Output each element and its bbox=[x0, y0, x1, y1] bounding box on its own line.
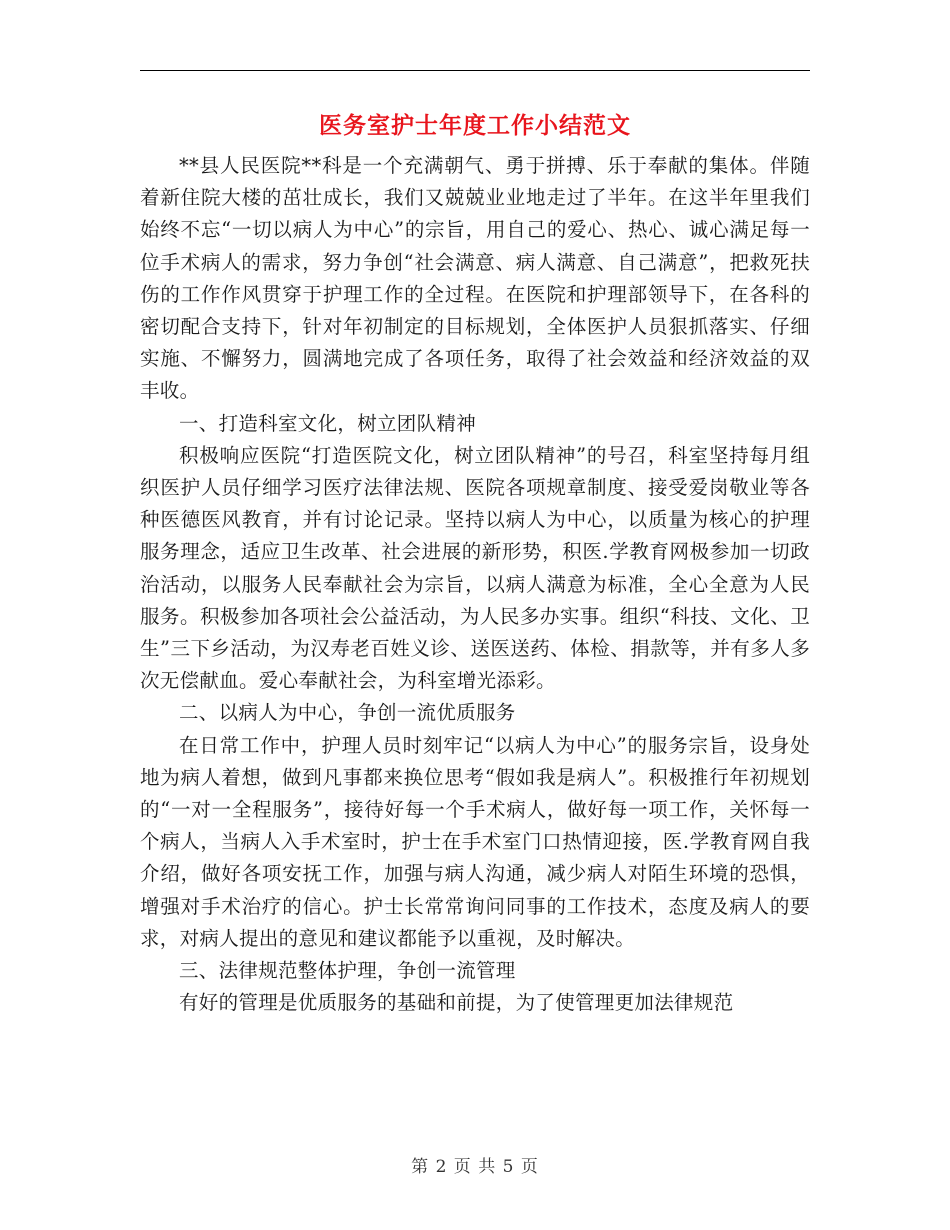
paragraph-section-2: 在日常工作中，护理人员时刻牢记“以病人为中心”的服务宗旨，设身处地为病人着想，做到凡事都来换位思考“假如我是病人”。积极推行年初规划的“一对一全程服务”，接待好每一个手术病人，做好每一项工作，关怀每一个病人，当病人入手术室时，护士在手术室门口热情迎接，医.学教育网自我介绍，做好各项安抚工作，加强与病人沟通，减少病人对陌生环境的恐惧，增强对手术治疗的信心。护士长常常询问同事的工作技术，态度及病人的要求，对病人提出的意见和建议都能予以重视，及时解决。 bbox=[140, 733, 810, 950]
document-title: 医务室护士年度工作小结范文 bbox=[319, 113, 631, 139]
paragraph-section-3: 有好的管理是优质服务的基础和前提，为了使管理更加法律规范 bbox=[179, 991, 734, 1015]
paragraph-section-1: 积极响应医院“打造医院文化，树立团队精神”的号召，科室坚持每月组织医护人员仔细学习医疗法律法规、医院各项规章制度、接受爱岗敬业等各种医德医风教育，并有讨论记录。坚持以病人为中心，以质量为核心的护理服务理念，适应卫生改革、社会进展的新形势，积医.学教育网极参加一切政治活动，以服务人民奉献社会为宗旨，以病人满意为标准，全心全意为人民服务。积极参加各项社会公益活动，为人民多办实事。组织“科技、文化、卫生”三下乡活动，为汉寿老百姓义诊、送医送药、体检、捐款等，并有多人多次无偿献血。爱心奉献社会，为科室增光添彩。 bbox=[140, 443, 810, 693]
document-body bbox=[140, 150, 810, 1019]
section-heading-2: 二、以病人为中心，争创一流优质服务 bbox=[179, 701, 516, 725]
section-heading-1: 一、打造科室文化，树立团队精神 bbox=[179, 411, 477, 435]
paragraph-intro: **县人民医院**科是一个充满朝气、勇于拼搏、乐于奉献的集体。伴随着新住院大楼的茁壮成长，我们又兢兢业业地走过了半年。在这半年里我们始终不忘“一切以病人为中心”的宗旨，用自己的爱心、热心、诚心满足每一位手术病人的需求，努力争创“社会满意、病人满意、自己满意”，把救死扶伤的工作作风贯穿于护理工作的全过程。在医院和护理部领导下，在各科的密切配合支持下，针对年初制定的目标规划，全体医护人员狠抓落实、仔细实施、不懈努力，圆满地完成了各项任务，取得了社会效益和经济效益的双丰收。 bbox=[140, 154, 810, 403]
page-number-footer: 第 2 页 共 5 页 bbox=[411, 1157, 539, 1177]
header-rule bbox=[140, 70, 810, 71]
section-heading-3: 三、法律规范整体护理，争创一流管理 bbox=[179, 959, 516, 983]
